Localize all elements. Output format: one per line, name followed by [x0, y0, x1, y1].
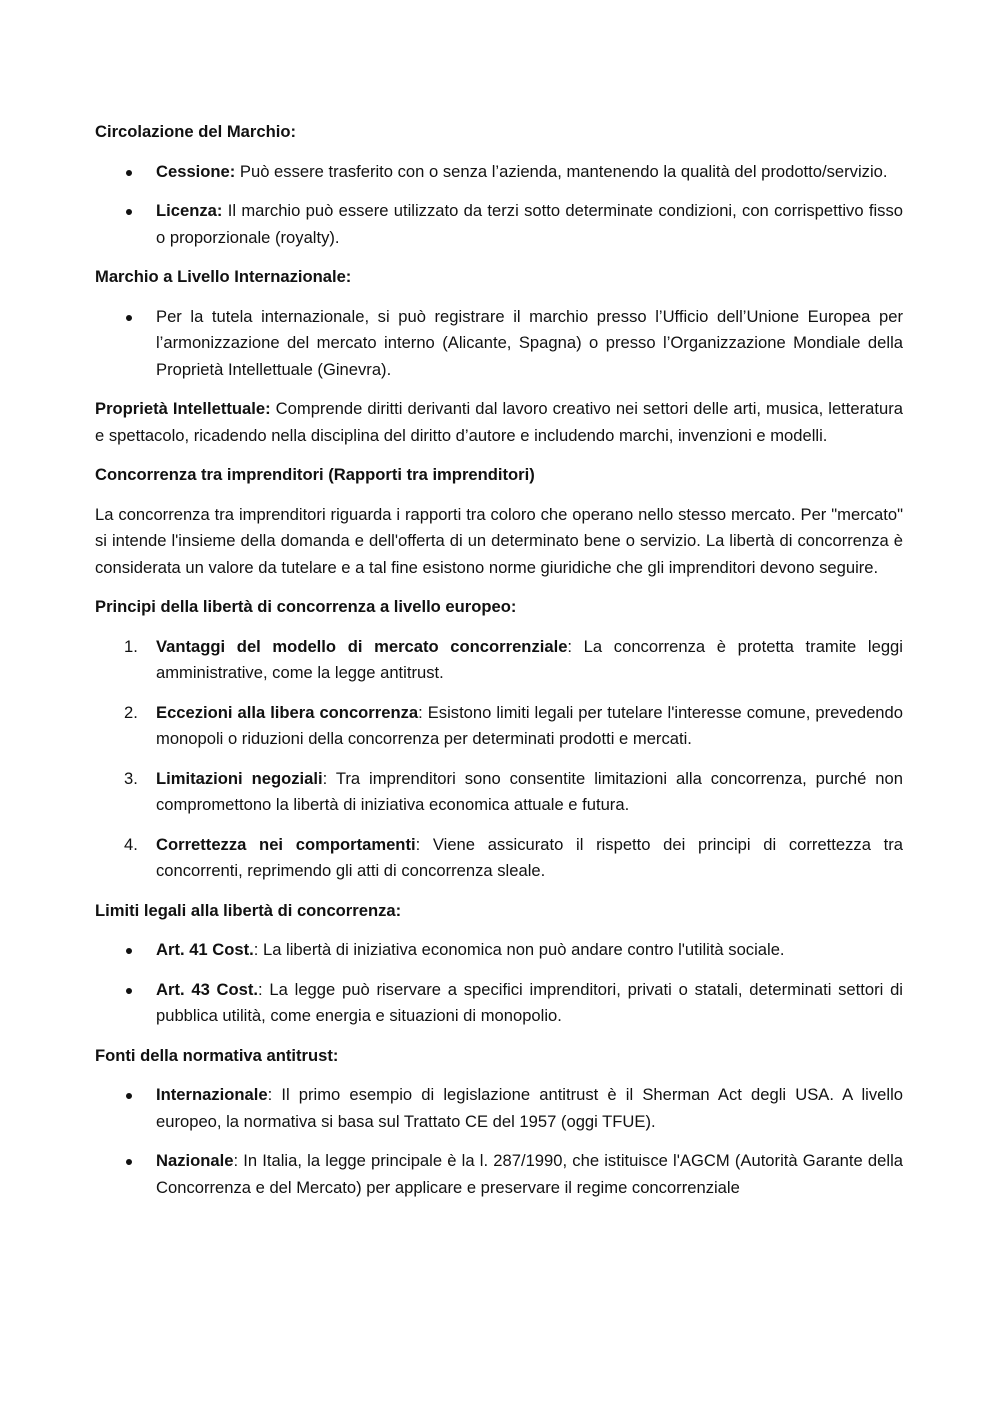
item-term: Eccezioni alla libera concorrenza	[156, 702, 419, 722]
list-item	[95, 304, 903, 384]
item-text: : La legge può riservare a specifici imprenditori, privati o statali, determinati settori di pubblica utilità, come energia e situazioni di monopolio.	[156, 979, 903, 1025]
item-text: : La concorrenza è protetta tramite leggi amministrative, come la legge antitrust.	[156, 636, 903, 682]
list-item	[95, 198, 903, 251]
list-item	[95, 634, 903, 687]
item-text: : Il primo esempio di legislazione antitrust è il Sherman Act degli USA. A livello europeo, la normativa si basa sul Trattato CE del 1957 (oggi TFUE).	[156, 1085, 903, 1131]
list-item	[95, 700, 903, 753]
list-item	[95, 832, 903, 885]
bullet-list	[95, 159, 903, 252]
bullet-icon	[126, 315, 132, 321]
section-heading: Principi della libertà di concorrenza a livello europeo:	[95, 597, 517, 616]
item-number: 3.	[124, 768, 138, 788]
bullet-icon	[126, 209, 132, 215]
bullet-list	[95, 937, 903, 1030]
section-principi	[95, 594, 903, 885]
bullet-list	[95, 304, 903, 384]
item-term: Limitazioni negoziali	[156, 768, 323, 788]
item-text: : In Italia, la legge principale è la l. 287/1990, che istituisce l'AGCM (Autorità Garante della Concorrenza e del Mercato) per applicare e preservare il regime concorrenziale	[156, 1151, 903, 1197]
list-item	[95, 766, 903, 819]
section-heading: Marchio a Livello Internazionale:	[95, 267, 352, 286]
item-term: Internazionale	[156, 1085, 268, 1104]
item-text: : La libertà di iniziativa economica non può andare contro l'utilità sociale.	[253, 940, 785, 959]
paragraph-proprieta-intellettuale	[95, 396, 903, 449]
bullet-icon	[126, 948, 132, 954]
item-term: Art. 41 Cost.	[156, 940, 254, 959]
item-term: Vantaggi del modello di mercato concorrenziale	[156, 636, 568, 656]
paragraph-text: Comprende diritti derivanti dal lavoro creativo nei settori delle arti, musica, letteratura e spettacolo, ricadendo nella disciplina del diritto d’autore e includendo marchi, invenzioni e modelli.	[95, 399, 903, 445]
inline-heading: Proprietà Intellettuale:	[95, 399, 271, 418]
bullet-icon	[126, 1093, 132, 1099]
bullet-icon	[126, 1159, 132, 1165]
item-term: Art. 43 Cost.	[156, 979, 259, 999]
section-circolazione	[95, 119, 903, 251]
document-page	[95, 119, 903, 1214]
item-number: 4.	[124, 834, 138, 854]
item-term: Correttezza nei comportamenti	[156, 834, 416, 854]
item-text: Il marchio può essere utilizzato da terzi sotto determinate condizioni, con corrispettivo fisso o proporzionale (royalty).	[156, 201, 903, 247]
item-term: Licenza:	[156, 201, 223, 220]
list-item	[95, 1148, 903, 1201]
item-term: Nazionale	[156, 1151, 234, 1170]
paragraph-text: La concorrenza tra imprenditori riguarda i rapporti tra coloro che operano nello stesso mercato. Per "mercato" si intende l'insieme della domanda e dell'offerta di un determinato bene o servizio. La libertà di concorrenza è considerata un valore da tutelare e a tal fine esistono norme giuridiche che gli imprenditori devono seguire.	[95, 504, 903, 577]
list-item	[95, 159, 903, 186]
item-text: Per la tutela internazionale, si può registrare il marchio presso l’Ufficio dell’Unione Europea per l’armonizzazione del mercato interno (Alicante, Spagna) o presso l’Organizzazione Mondiale della Proprietà Intellettuale (Ginevra).	[156, 306, 903, 379]
item-text: : Viene assicurato il rispetto dei principi di correttezza tra concorrenti, reprimendo gli atti di concorrenza sleale.	[156, 834, 903, 880]
section-fonti-antitrust	[95, 1043, 903, 1202]
item-number: 2.	[124, 702, 138, 722]
bullet-list	[95, 1082, 903, 1201]
item-text: Può essere trasferito con o senza l’azienda, mantenendo la qualità del prodotto/servizio.	[235, 161, 888, 181]
section-heading: Concorrenza tra imprenditori (Rapporti tra imprenditori)	[95, 465, 535, 484]
bullet-icon	[126, 170, 132, 176]
list-item	[95, 937, 903, 964]
section-limiti-legali	[95, 898, 903, 1030]
section-heading: Limiti legali alla libertà di concorrenza:	[95, 900, 402, 920]
section-heading: Circolazione del Marchio:	[95, 122, 297, 141]
bullet-icon	[126, 988, 132, 994]
list-item	[95, 977, 903, 1030]
section-concorrenza-imprenditori	[95, 462, 903, 581]
item-text: : Tra imprenditori sono consentite limitazioni alla concorrenza, purché non compromettono la libertà di iniziativa economica attuale e futura.	[156, 768, 903, 814]
section-marchio-internazionale	[95, 264, 903, 383]
numbered-list	[95, 634, 903, 885]
section-heading: Fonti della normativa antitrust:	[95, 1045, 339, 1065]
item-number: 1.	[124, 636, 138, 656]
item-text: : Esistono limiti legali per tutelare l'interesse comune, prevedendo monopoli o riduzioni della concorrenza per determinati prodotti e mercati.	[156, 702, 903, 748]
item-term: Cessione:	[156, 161, 236, 181]
list-item	[95, 1082, 903, 1135]
